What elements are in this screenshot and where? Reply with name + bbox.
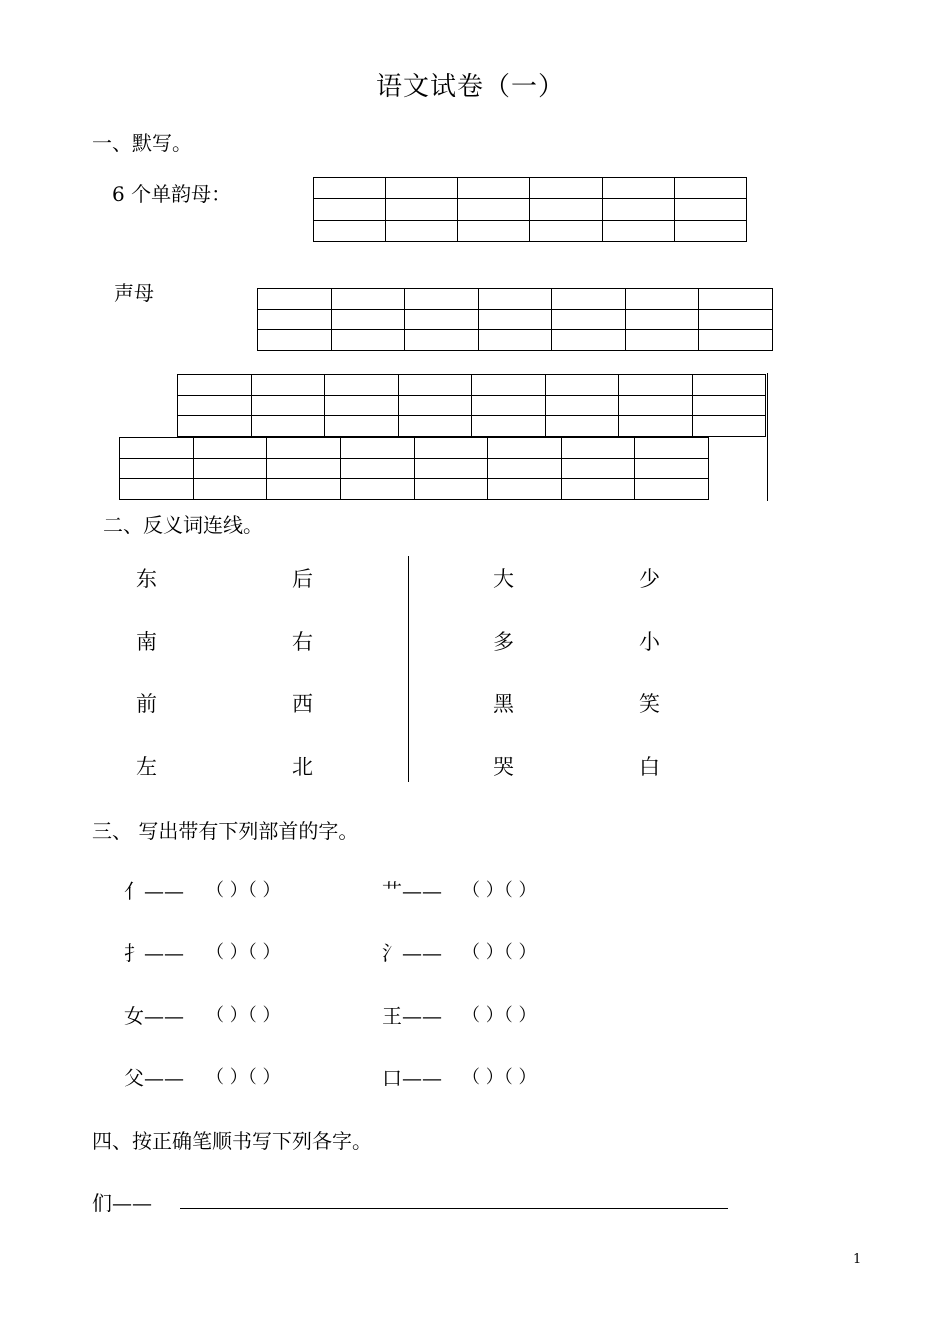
grid-cell[interactable]: [458, 220, 530, 241]
grid-cell[interactable]: [488, 438, 562, 459]
grid-cell[interactable]: [552, 289, 626, 310]
grid-cell[interactable]: [120, 458, 194, 479]
initials-grid-1: [257, 288, 773, 351]
radical-blank-left-0[interactable]: （ ）（ ）: [206, 880, 281, 901]
grid-cell[interactable]: [458, 178, 530, 199]
section2-heading: 二、反义词连线。: [103, 513, 263, 537]
grid-cell[interactable]: [405, 330, 479, 351]
grid-cell[interactable]: [414, 479, 488, 500]
section4-heading: 四、按正确笔顺书写下列各字。: [92, 1129, 372, 1153]
grid-cell[interactable]: [120, 479, 194, 500]
grid-cell[interactable]: [488, 479, 562, 500]
grid-cell[interactable]: [314, 220, 386, 241]
radical-blank-left-2[interactable]: （ ）（ ）: [206, 1005, 281, 1026]
grid-cell[interactable]: [314, 178, 386, 199]
grid-cell[interactable]: [561, 458, 635, 479]
grid-cell[interactable]: [545, 395, 619, 416]
antonym-right-col2-2: 笑: [639, 692, 660, 716]
grid-cell[interactable]: [472, 375, 546, 396]
grid-right-border: [767, 373, 768, 501]
grid-cell[interactable]: [530, 178, 602, 199]
grid-cell[interactable]: [193, 438, 267, 459]
grid-cell[interactable]: [625, 330, 699, 351]
antonym-left-col2-2: 西: [292, 692, 313, 716]
grid-cell[interactable]: [325, 416, 399, 437]
radical-blank-left-3[interactable]: （ ）（ ）: [206, 1067, 281, 1088]
grid-cell[interactable]: [386, 199, 458, 220]
grid-cell[interactable]: [267, 438, 341, 459]
antonym-right-col1-2: 黑: [493, 692, 514, 716]
grid-cell[interactable]: [602, 199, 674, 220]
grid-cell[interactable]: [478, 330, 552, 351]
initials-grid-3: [119, 437, 709, 500]
grid-cell[interactable]: [251, 395, 325, 416]
grid-cell[interactable]: [699, 330, 773, 351]
grid-cell[interactable]: [472, 395, 546, 416]
radical-right-3: 口——: [382, 1066, 442, 1090]
page-title: 语文试卷（一）: [376, 72, 566, 102]
antonym-left-col1-1: 南: [136, 630, 157, 654]
antonym-right-col1-0: 大: [493, 567, 514, 591]
antonym-left-col2-1: 右: [292, 630, 313, 654]
stroke-order-item-label: 们——: [92, 1191, 152, 1215]
grid-cell[interactable]: [414, 438, 488, 459]
grid-cell[interactable]: [699, 289, 773, 310]
radical-left-2: 女——: [124, 1004, 184, 1028]
antonym-divider: [408, 556, 409, 782]
grid-cell[interactable]: [692, 395, 766, 416]
grid-cell[interactable]: [193, 479, 267, 500]
grid-cell[interactable]: [561, 479, 635, 500]
grid-cell[interactable]: [488, 458, 562, 479]
grid-cell[interactable]: [602, 220, 674, 241]
grid-cell[interactable]: [602, 178, 674, 199]
grid-cell[interactable]: [340, 479, 414, 500]
grid-cell[interactable]: [545, 375, 619, 396]
grid-cell[interactable]: [635, 458, 709, 479]
antonym-left-col1-2: 前: [136, 692, 157, 716]
initials-grid-2: [177, 374, 766, 437]
grid-cell[interactable]: [692, 416, 766, 437]
grid-cell[interactable]: [619, 395, 693, 416]
grid-cell[interactable]: [258, 289, 332, 310]
grid-cell[interactable]: [472, 416, 546, 437]
antonym-left-col1-3: 左: [136, 755, 157, 779]
radical-blank-right-1[interactable]: （ ）（ ）: [462, 942, 537, 963]
grid-cell[interactable]: [267, 479, 341, 500]
grid-cell[interactable]: [178, 375, 252, 396]
grid-cell[interactable]: [340, 438, 414, 459]
antonym-left-col2-3: 北: [292, 755, 313, 779]
grid-cell[interactable]: [692, 375, 766, 396]
radical-right-0: 艹——: [382, 879, 442, 903]
grid-cell[interactable]: [314, 199, 386, 220]
antonym-right-col1-1: 多: [493, 630, 514, 654]
grid-cell[interactable]: [251, 375, 325, 396]
antonym-right-col2-0: 少: [639, 567, 660, 591]
grid-cell[interactable]: [625, 289, 699, 310]
grid-cell[interactable]: [258, 309, 332, 330]
grid-cell[interactable]: [258, 330, 332, 351]
grid-cell[interactable]: [120, 438, 194, 459]
initials-label: 声母: [114, 281, 154, 305]
radical-blank-right-2[interactable]: （ ）（ ）: [462, 1005, 537, 1026]
antonym-right-col2-1: 小: [639, 630, 660, 654]
grid-cell[interactable]: [699, 309, 773, 330]
vowels-label: 6 个单韵母：: [112, 182, 232, 206]
grid-cell[interactable]: [674, 199, 746, 220]
grid-cell[interactable]: [561, 438, 635, 459]
radical-blank-right-0[interactable]: （ ）（ ）: [462, 880, 537, 901]
grid-cell[interactable]: [674, 220, 746, 241]
grid-cell[interactable]: [414, 458, 488, 479]
grid-cell[interactable]: [619, 375, 693, 396]
grid-cell[interactable]: [478, 289, 552, 310]
grid-cell[interactable]: [398, 375, 472, 396]
grid-cell[interactable]: [193, 458, 267, 479]
grid-cell[interactable]: [405, 289, 479, 310]
section3-heading: 三、 写出带有下列部首的字。: [92, 819, 359, 843]
antonym-left-col1-0: 东: [136, 567, 157, 591]
radical-left-1: 扌——: [124, 941, 184, 965]
grid-cell[interactable]: [331, 330, 405, 351]
grid-cell[interactable]: [386, 178, 458, 199]
grid-cell[interactable]: [178, 395, 252, 416]
grid-cell[interactable]: [398, 416, 472, 437]
radical-blank-right-3[interactable]: （ ）（ ）: [462, 1067, 537, 1088]
grid-cell[interactable]: [458, 199, 530, 220]
grid-cell[interactable]: [478, 309, 552, 330]
antonym-right-col1-3: 哭: [493, 755, 514, 779]
grid-cell[interactable]: [325, 395, 399, 416]
grid-cell[interactable]: [340, 458, 414, 479]
grid-cell[interactable]: [635, 438, 709, 459]
grid-cell[interactable]: [267, 458, 341, 479]
grid-cell[interactable]: [619, 416, 693, 437]
radical-left-0: 亻——: [124, 879, 184, 903]
grid-cell[interactable]: [325, 375, 399, 396]
grid-cell[interactable]: [552, 309, 626, 330]
grid-cell[interactable]: [552, 330, 626, 351]
grid-cell[interactable]: [331, 289, 405, 310]
antonym-right-col2-3: 白: [639, 755, 660, 779]
radical-left-3: 父——: [124, 1066, 184, 1090]
grid-cell[interactable]: [530, 199, 602, 220]
vowels-grid: [313, 177, 747, 242]
grid-cell[interactable]: [386, 220, 458, 241]
grid-cell[interactable]: [331, 309, 405, 330]
grid-cell[interactable]: [178, 416, 252, 437]
section1-heading: 一、默写。: [92, 131, 192, 155]
grid-cell[interactable]: [405, 309, 479, 330]
stroke-order-answer-line[interactable]: [180, 1208, 728, 1209]
grid-cell[interactable]: [530, 220, 602, 241]
grid-cell[interactable]: [625, 309, 699, 330]
grid-cell[interactable]: [398, 395, 472, 416]
radical-right-2: 王——: [382, 1004, 442, 1028]
grid-cell[interactable]: [674, 178, 746, 199]
radical-blank-left-1[interactable]: （ ）（ ）: [206, 942, 281, 963]
grid-cell[interactable]: [635, 479, 709, 500]
page-number: 1: [853, 1252, 862, 1267]
grid-cell[interactable]: [545, 416, 619, 437]
radical-right-1: 氵——: [382, 941, 442, 965]
antonym-left-col2-0: 后: [292, 567, 313, 591]
grid-cell[interactable]: [251, 416, 325, 437]
